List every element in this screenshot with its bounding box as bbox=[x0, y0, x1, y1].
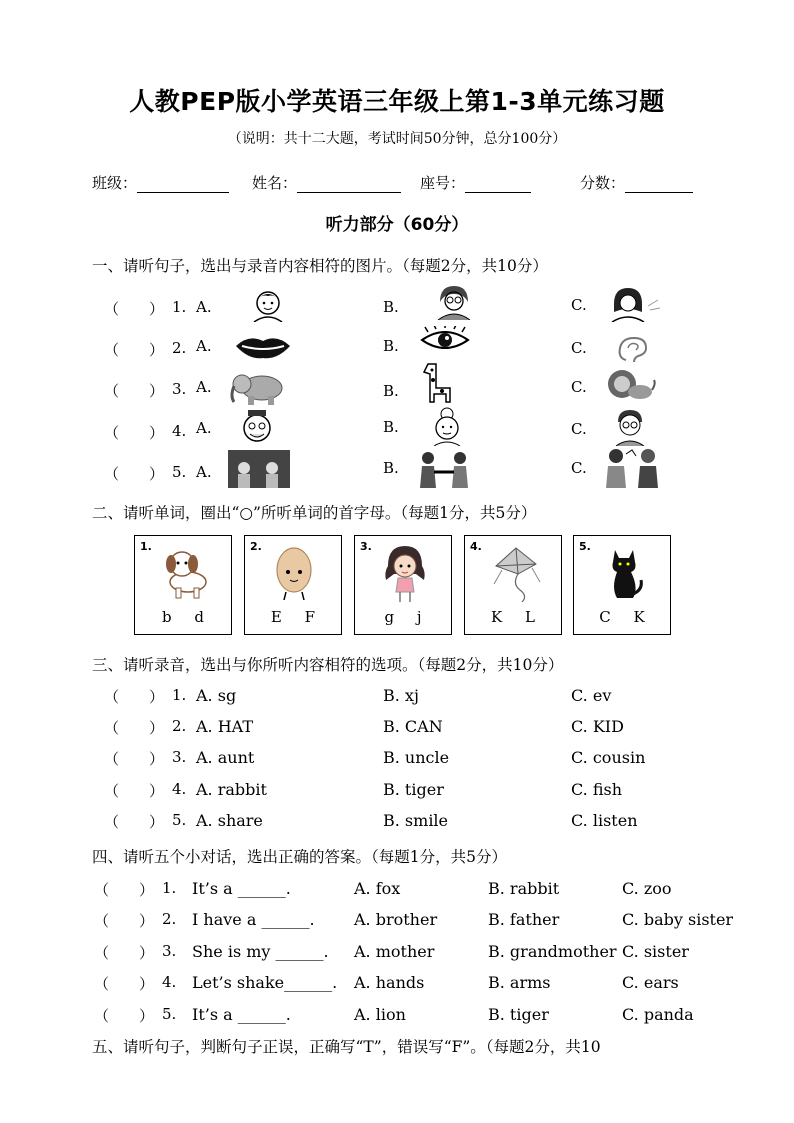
name-blank[interactable] bbox=[297, 176, 401, 193]
question-number: 5. bbox=[172, 811, 187, 829]
option-c[interactable]: C. baby sister bbox=[622, 910, 734, 929]
kids-talking-icon[interactable] bbox=[600, 444, 664, 490]
score-field bbox=[580, 172, 693, 193]
option-b[interactable]: B. father bbox=[488, 910, 560, 929]
woman-glasses-icon[interactable] bbox=[430, 284, 476, 320]
question-number: 3. bbox=[172, 748, 187, 766]
giraffe-icon[interactable] bbox=[416, 360, 460, 404]
question-text: I have a ______. bbox=[192, 910, 315, 929]
option-a-label: A. bbox=[196, 463, 212, 481]
lion-icon[interactable] bbox=[604, 366, 656, 406]
answer-blank[interactable]: （ ） bbox=[104, 300, 165, 318]
answer-blank[interactable]: （ ） bbox=[104, 750, 165, 768]
section1-heading: 一、请听句子，选出与录音内容相符的图片。（每题2分，共10分） bbox=[92, 257, 548, 275]
answer-blank[interactable]: （ ） bbox=[104, 424, 165, 442]
mouth-icon[interactable] bbox=[234, 332, 292, 362]
option-b-label: B. bbox=[383, 418, 399, 436]
section3-heading: 三、请听录音，选出与你所听内容相符的选项。（每题2分，共10分） bbox=[92, 656, 564, 674]
dog-icon bbox=[158, 544, 212, 600]
option-b-label: B. bbox=[383, 337, 399, 355]
seat-blank[interactable] bbox=[465, 176, 531, 193]
option-a[interactable]: A. hands bbox=[354, 973, 425, 992]
page-title: 人教PEP版小学英语三年级上第1-3单元练习题 bbox=[129, 87, 665, 116]
name-label: 姓名： bbox=[252, 174, 298, 192]
ear-icon[interactable] bbox=[612, 334, 668, 364]
grandfather-icon[interactable] bbox=[236, 408, 278, 446]
boy-face-icon[interactable] bbox=[244, 288, 292, 322]
option-a-label: A. bbox=[196, 298, 212, 316]
score-label: 分数： bbox=[580, 174, 626, 192]
instructions: （说明：共十二大题，考试时间50分钟，总分100分） bbox=[227, 131, 567, 147]
letter-card[interactable] bbox=[134, 535, 232, 635]
class-label: 班级： bbox=[92, 174, 138, 192]
answer-blank[interactable]: （ ） bbox=[104, 813, 165, 831]
option-c[interactable]: C. zoo bbox=[622, 879, 672, 898]
question-text: Let’s shake______. bbox=[192, 973, 338, 992]
question-number: 1. bbox=[172, 686, 187, 704]
option-c-label: C. bbox=[571, 459, 587, 477]
card-number: 1. bbox=[140, 540, 152, 553]
card-number: 3. bbox=[360, 540, 372, 553]
grandmother-icon[interactable] bbox=[428, 406, 466, 446]
letter-options[interactable]: C K bbox=[599, 608, 645, 626]
option-a[interactable]: A. aunt bbox=[196, 748, 255, 767]
option-b[interactable]: B. xj bbox=[383, 686, 419, 705]
egg-icon bbox=[268, 544, 322, 602]
option-c[interactable]: C. sister bbox=[622, 942, 689, 961]
answer-blank[interactable]: （ ） bbox=[104, 465, 165, 483]
option-b[interactable]: B. tiger bbox=[383, 780, 444, 799]
question-number: 3. bbox=[162, 942, 177, 960]
answer-blank[interactable]: （ ） bbox=[104, 382, 165, 400]
card-number: 2. bbox=[250, 540, 262, 553]
option-a[interactable]: A. brother bbox=[354, 910, 438, 929]
question-text: It’s a ______. bbox=[192, 1005, 291, 1024]
option-a[interactable]: A. mother bbox=[354, 942, 435, 961]
girl-waving-icon[interactable] bbox=[608, 286, 664, 322]
option-a-label: A. bbox=[196, 378, 212, 396]
option-c[interactable]: C. KID bbox=[571, 717, 624, 736]
option-c[interactable]: C. listen bbox=[571, 811, 638, 830]
letter-card[interactable] bbox=[573, 535, 671, 635]
option-a[interactable]: A. lion bbox=[354, 1005, 406, 1024]
class-blank[interactable] bbox=[137, 176, 229, 193]
option-b[interactable]: B. CAN bbox=[383, 717, 443, 736]
letter-options[interactable]: g j bbox=[384, 608, 422, 626]
option-b-label: B. bbox=[383, 459, 399, 477]
score-blank[interactable] bbox=[625, 176, 693, 193]
answer-blank[interactable]: （ ） bbox=[94, 944, 155, 962]
letter-options[interactable]: K L bbox=[491, 608, 535, 626]
option-c-label: C. bbox=[571, 296, 587, 314]
answer-blank[interactable]: （ ） bbox=[94, 1007, 155, 1025]
question-number: 1. bbox=[162, 879, 177, 897]
answer-blank[interactable]: （ ） bbox=[104, 782, 165, 800]
option-a[interactable]: A. rabbit bbox=[196, 780, 267, 799]
option-c-label: C. bbox=[571, 420, 587, 438]
option-a[interactable]: A. sg bbox=[196, 686, 237, 705]
section4-heading: 四、请听五个小对话，选出正确的答案。（每题1分，共5分） bbox=[92, 848, 507, 866]
option-a[interactable]: A. fox bbox=[354, 879, 401, 898]
question-number: 1. bbox=[172, 298, 187, 316]
letter-card[interactable] bbox=[464, 535, 562, 635]
question-number: 4. bbox=[172, 780, 187, 798]
option-b[interactable]: B. arms bbox=[488, 973, 551, 992]
boy-glasses-icon[interactable] bbox=[612, 408, 648, 446]
option-b-label: B. bbox=[383, 382, 399, 400]
option-b[interactable]: B. grandmother bbox=[488, 942, 617, 961]
classroom-icon[interactable] bbox=[226, 448, 292, 490]
option-c-label: C. bbox=[571, 378, 587, 396]
class-field bbox=[92, 172, 229, 193]
option-a[interactable]: A. share bbox=[196, 811, 263, 830]
question-number: 5. bbox=[172, 463, 187, 481]
option-c[interactable]: C. ev bbox=[571, 686, 612, 705]
question-number: 4. bbox=[172, 422, 187, 440]
answer-blank[interactable]: （ ） bbox=[94, 975, 155, 993]
elephant-icon[interactable] bbox=[228, 370, 290, 406]
option-a-label: A. bbox=[196, 337, 212, 355]
part-title: 听力部分（60分） bbox=[325, 215, 469, 235]
girl-icon bbox=[378, 544, 432, 604]
question-text: She is my ______. bbox=[192, 942, 329, 961]
question-text: It’s a ______. bbox=[192, 879, 291, 898]
letter-options[interactable]: E F bbox=[270, 608, 316, 626]
handshake-icon[interactable] bbox=[414, 448, 474, 490]
section2-heading: 二、请听单词，圈出“○”所听单词的首字母。（每题1分，共5分） bbox=[92, 504, 537, 522]
option-b[interactable]: B. smile bbox=[383, 811, 449, 830]
cat-icon bbox=[597, 544, 651, 602]
option-c[interactable]: C. cousin bbox=[571, 748, 646, 767]
answer-blank[interactable]: （ ） bbox=[94, 912, 155, 930]
option-a[interactable]: A. HAT bbox=[196, 717, 254, 736]
answer-blank[interactable]: （ ） bbox=[104, 688, 165, 706]
option-b[interactable]: B. tiger bbox=[488, 1005, 549, 1024]
letter-card[interactable] bbox=[244, 535, 342, 635]
option-c[interactable]: C. ears bbox=[622, 973, 679, 992]
card-number: 5. bbox=[579, 540, 591, 553]
eye-icon[interactable] bbox=[420, 326, 470, 354]
letter-options[interactable]: b d bbox=[162, 608, 204, 626]
option-c[interactable]: C. panda bbox=[622, 1005, 694, 1024]
question-number: 3. bbox=[172, 380, 187, 398]
name-field bbox=[252, 172, 401, 193]
answer-blank[interactable]: （ ） bbox=[104, 719, 165, 737]
question-number: 2. bbox=[172, 717, 187, 735]
letter-card[interactable] bbox=[354, 535, 452, 635]
question-number: 2. bbox=[172, 339, 187, 357]
option-a-label: A. bbox=[196, 419, 212, 437]
question-number: 2. bbox=[162, 910, 177, 928]
option-b[interactable]: B. rabbit bbox=[488, 879, 560, 898]
seat-field bbox=[420, 172, 531, 193]
option-b[interactable]: B. uncle bbox=[383, 748, 450, 767]
option-c[interactable]: C. fish bbox=[571, 780, 623, 799]
answer-blank[interactable]: （ ） bbox=[94, 881, 155, 899]
kite-icon bbox=[488, 544, 544, 602]
option-b-label: B. bbox=[383, 298, 399, 316]
question-number: 5. bbox=[162, 1005, 177, 1023]
question-number: 4. bbox=[162, 973, 177, 991]
option-c-label: C. bbox=[571, 339, 587, 357]
card-number: 4. bbox=[470, 540, 482, 553]
section5-heading: 五、请听句子，判断句子正误，正确写“T”，错误写“F”。（每题2分，共10 bbox=[92, 1038, 601, 1056]
seat-label: 座号： bbox=[420, 174, 466, 192]
answer-blank[interactable]: （ ） bbox=[104, 341, 165, 359]
